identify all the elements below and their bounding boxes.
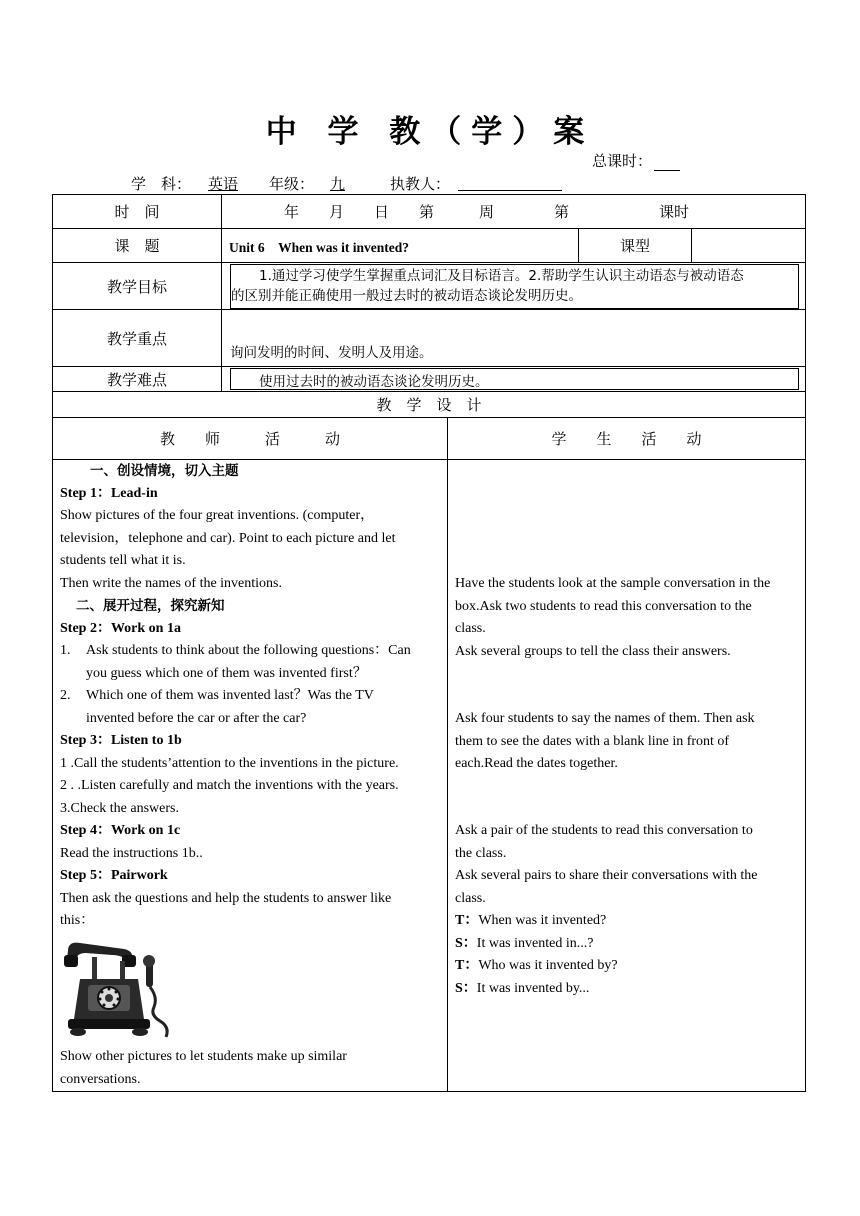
focus-value: 询问发明的时间、发明人及用途。 — [230, 345, 433, 361]
teacher-activity — [60, 460, 445, 933]
step-4-line: Read the instructions 1b.. — [60, 845, 203, 861]
dialogue-text: It was invented by... — [476, 980, 590, 996]
step-5-heading: Step 5：Pairwork — [60, 868, 168, 883]
section-2-heading: 二、展开过程，探究新知 — [76, 598, 225, 614]
time-value: 年 月 日 第 周 第 课时 — [284, 203, 690, 221]
goal-line-2: 的区别并能正确使用一般过去时的被动语态谈论发明历史。 — [231, 288, 582, 304]
dialogue-speaker: S： — [455, 935, 477, 951]
telephone-picture — [62, 937, 182, 1042]
question-2-number: 2. — [60, 688, 71, 703]
step-3-line: 3.Check the answers. — [60, 800, 179, 816]
question-1-continued: you guess which one of them was invented first？ — [86, 665, 367, 681]
step-1-line: Show pictures of the four great inventions. (computer， — [60, 508, 375, 523]
total-hours-label: 总课时： — [592, 152, 653, 170]
step-1-line: Then write the names of the inventions. — [60, 575, 282, 591]
step-2-heading: Step 2：Work on 1a — [60, 620, 181, 636]
question-2-continued: invented before the car or after the car? — [86, 710, 307, 726]
student-activity-header: 学 生 活 动 — [551, 430, 702, 448]
student-line: Ask several pairs to share their conversations with the — [455, 868, 758, 883]
student-line: box.Ask two students to read this conversation to the — [455, 598, 752, 614]
topic-value: Unit 6 When was it invented? — [229, 239, 410, 255]
question-1-number: 1. — [60, 643, 71, 658]
dialogue-speaker: T： — [455, 913, 479, 928]
step-1-line: television，telephone and car). Point to each picture and let — [60, 530, 396, 546]
dialogue-line — [455, 955, 803, 978]
student-line: the class. — [455, 845, 507, 861]
step-5-line: Then ask the questions and help the students to answer like — [60, 890, 392, 906]
step-3-heading: Step 3：Listen to 1b — [60, 733, 182, 748]
dialogue-text: When was it invented? — [478, 913, 607, 928]
step-3-line: 2 . .Listen carefully and match the inventions with the years. — [60, 778, 399, 793]
total-hours-blank — [654, 156, 680, 171]
teacher-activity-header: 教 师 活 动 — [159, 430, 340, 448]
grade-value: 九 — [330, 175, 346, 193]
student-line: Ask a pair of the students to read this conversation to — [455, 823, 753, 838]
type-label: 课型 — [619, 237, 650, 255]
goal-line-1: 1.通过学习使学生掌握重点词汇及目标语言。2.帮助学生认识主动语态与被动语态 — [259, 268, 744, 284]
total-hours — [592, 150, 680, 171]
page-title: 中 学 教（学）案 — [265, 114, 595, 150]
question-1 — [60, 640, 445, 663]
step-5-line: this： — [60, 913, 95, 928]
student-line: them to see the dates with a blank line in front of — [455, 733, 730, 749]
subject-label: 学 科： — [131, 175, 192, 193]
student-activity-1 — [455, 573, 803, 663]
difficulty-label: 教学难点 — [106, 370, 167, 389]
teacher-label: 执教人： — [390, 175, 451, 193]
student-line: Have the students look at the sample conversation in the — [455, 576, 771, 591]
dialogue-speaker: T： — [455, 958, 479, 973]
dialogue-speaker: S： — [455, 980, 477, 996]
dialogue-line — [455, 910, 803, 933]
topic-label: 课 题 — [114, 237, 160, 255]
student-activity-2 — [455, 708, 803, 776]
teacher-activity-end — [60, 1046, 445, 1091]
step-5-line: Show other pictures to let students make up similar — [60, 1049, 347, 1064]
dialogue-text: It was invented in...? — [476, 935, 594, 951]
student-line: class. — [455, 621, 486, 636]
student-line: Ask four students to say the names of them. Then ask — [455, 711, 755, 726]
section-1-heading: 一、创设情境，切入主题 — [90, 463, 239, 479]
question-1-text: Ask students to think about the following questions：Can — [86, 643, 411, 658]
goal-label: 教学目标 — [106, 277, 167, 296]
subject-value: 英语 — [208, 175, 239, 193]
question-2 — [60, 685, 445, 708]
dialogue-line — [455, 978, 803, 1001]
grade-label: 年级： — [269, 175, 315, 193]
teacher-blank — [458, 190, 562, 191]
difficulty-value: 使用过去时的被动语态谈论发明历史。 — [259, 374, 489, 390]
time-label: 时 间 — [114, 203, 160, 221]
student-line: class. — [455, 890, 486, 906]
student-activity-3 — [455, 820, 803, 1000]
step-1-heading: Step 1：Lead-in — [60, 485, 158, 501]
design-label: 教 学 设 计 — [376, 396, 482, 414]
focus-label: 教学重点 — [106, 329, 167, 348]
step-4-heading: Step 4：Work on 1c — [60, 823, 181, 838]
step-1-line: students tell what it is. — [60, 553, 186, 568]
dialogue-text: Who was it invented by? — [478, 958, 618, 973]
student-line: each.Read the dates together. — [455, 756, 618, 771]
dialogue-line — [455, 933, 803, 956]
step-5-line: conversations. — [60, 1071, 141, 1087]
goal-text — [231, 266, 799, 306]
question-2-text: Which one of them was invented last？Was the TV — [86, 688, 374, 703]
student-line: Ask several groups to tell the class their answers. — [455, 643, 731, 659]
step-3-line: 1 .Call the students’attention to the inventions in the picture. — [60, 755, 399, 771]
